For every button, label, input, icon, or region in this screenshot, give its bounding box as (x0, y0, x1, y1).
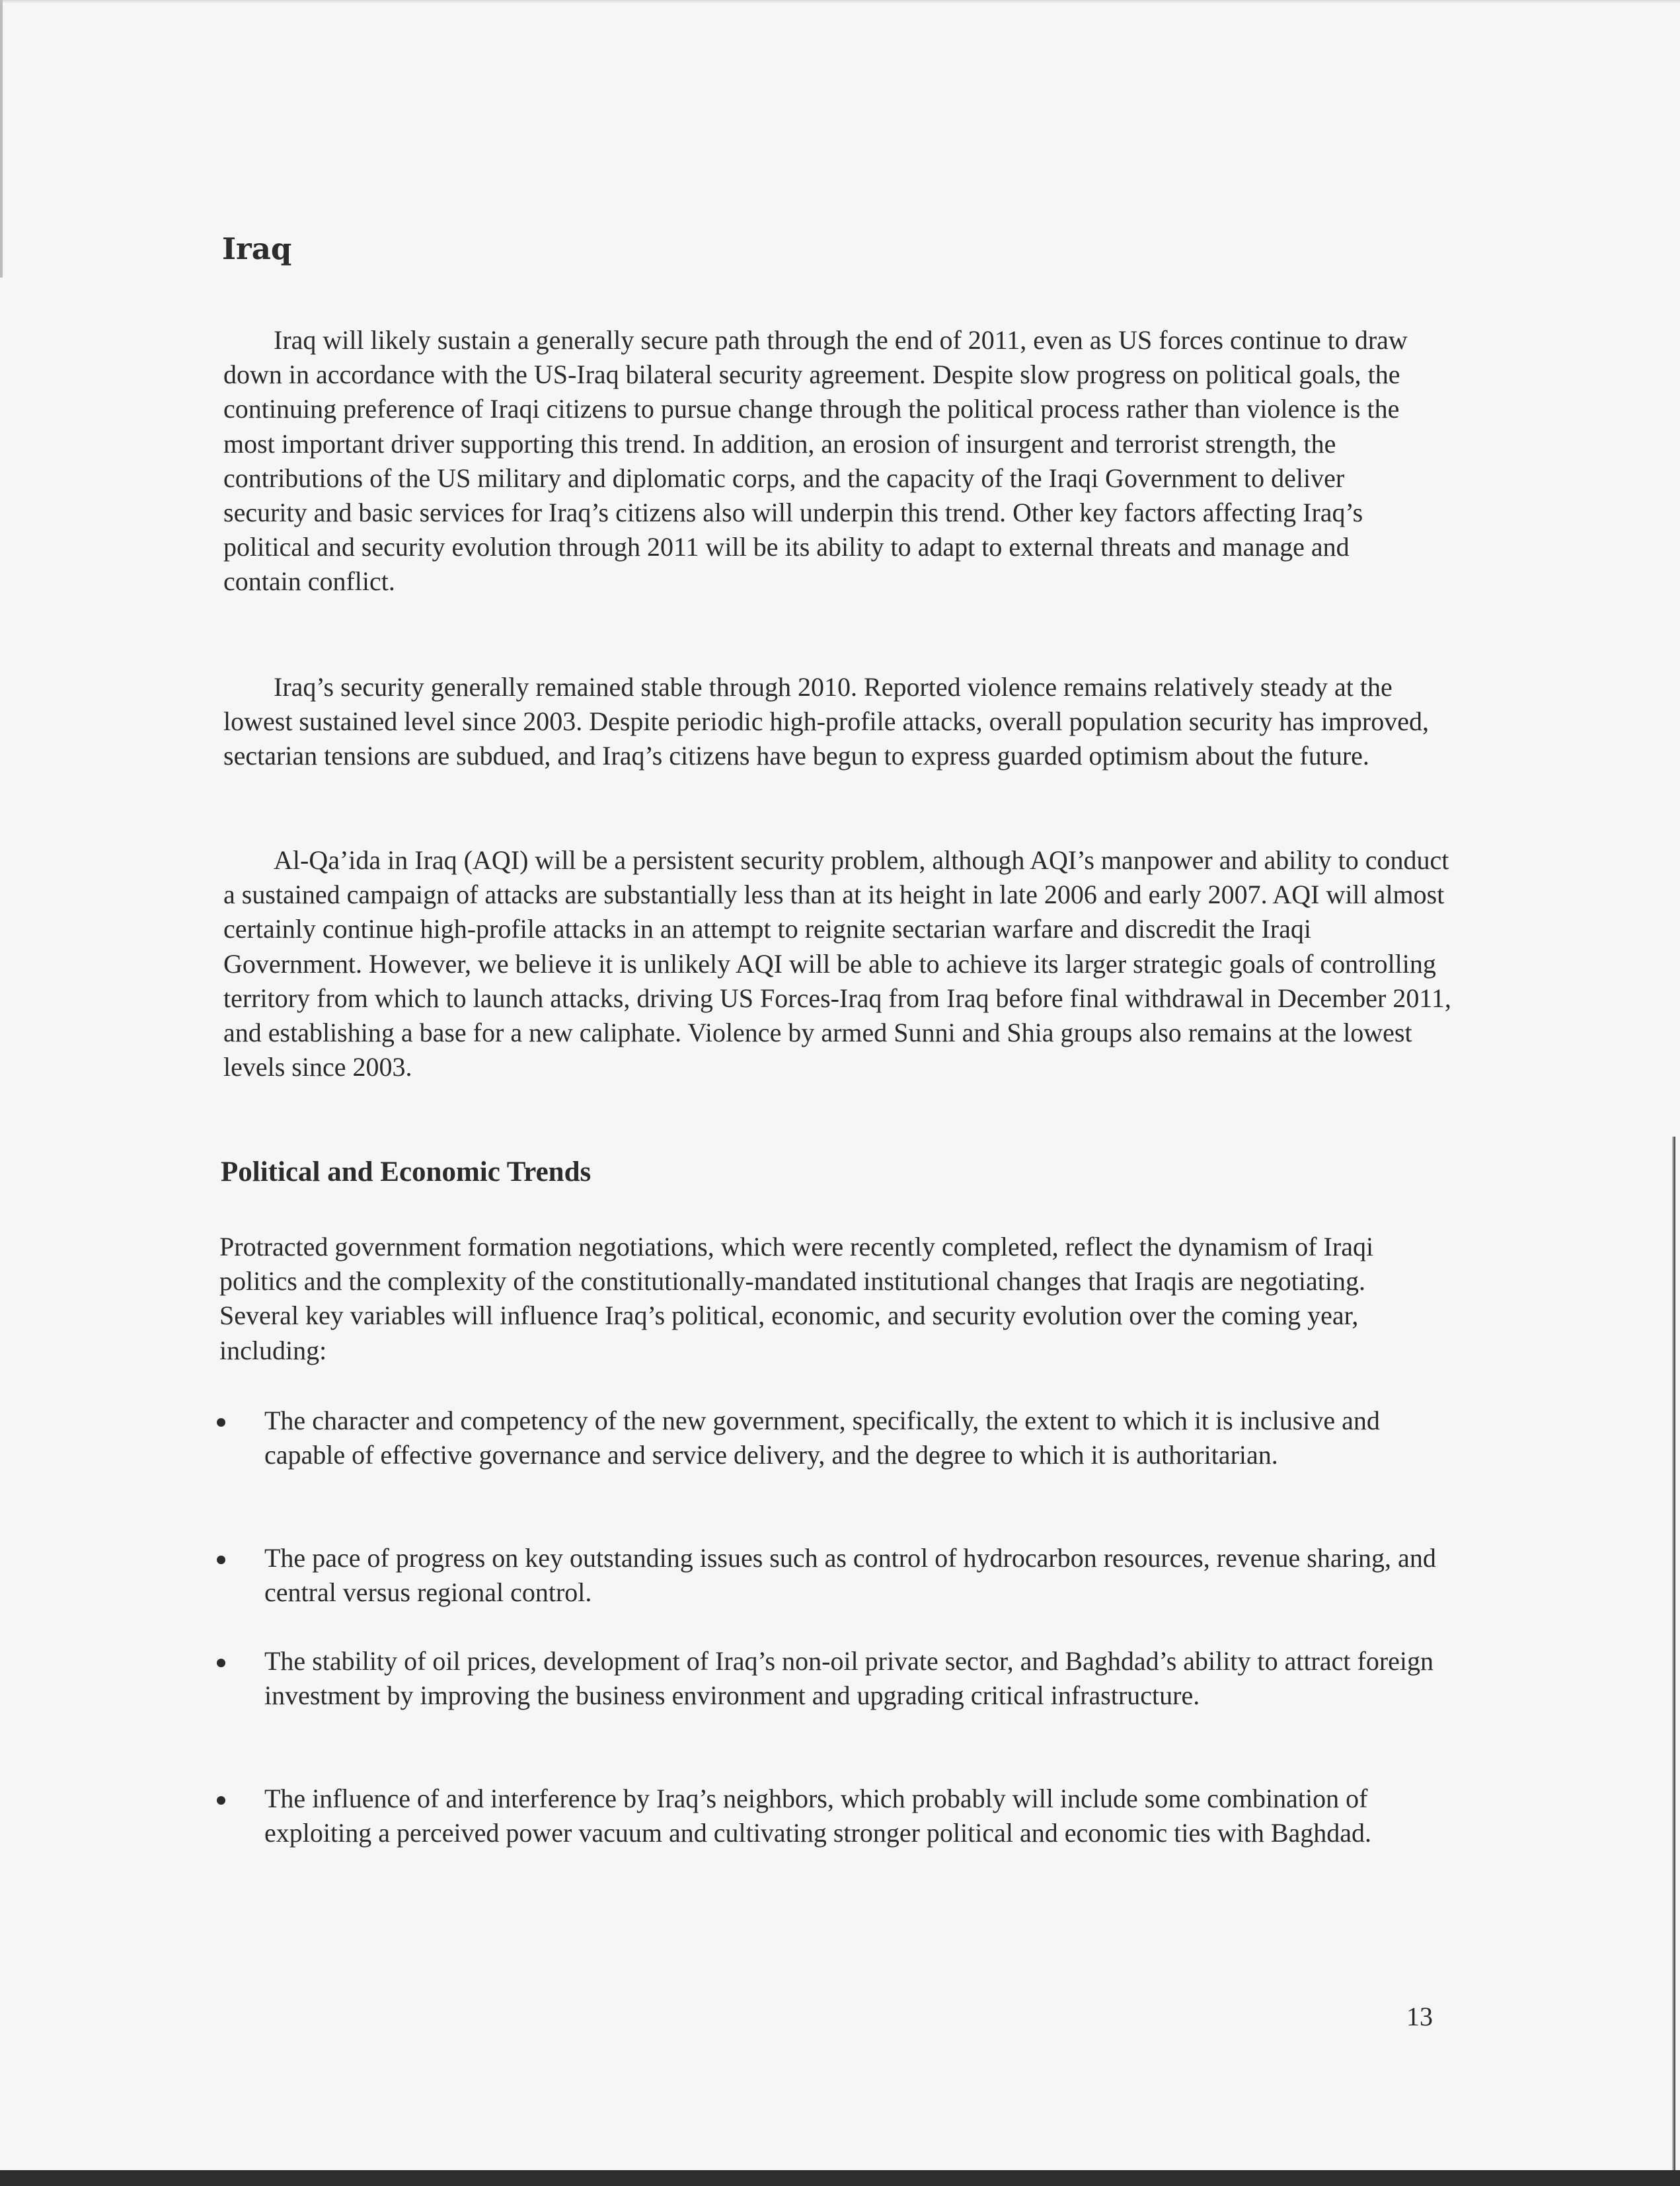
bullet-icon (217, 1796, 225, 1805)
paragraph-aqi: Al-Qa’ida in Iraq (AQI) will be a persistent security problem, although AQI’s manpower and ability to conduct a sustained campaign of attacks are substantially less than at its height in late 2006 and early 2007. AQI will almost certainly continue high-profile attacks in an attempt to reignite sectarian warfare and discredit the Iraqi Government. However, we believe it is unlikely AQI will be able to achieve its larger strategic goals of controlling territory from which to launch attacks, driving US Forces-Iraq from Iraq before final withdrawal in December 2011, and establishing a base for a new caliphate. Violence by armed Sunni and Shia groups also remains at the lowest levels since 2003. (223, 845, 1451, 1082)
list-item (217, 1541, 1446, 1610)
list-item (217, 1404, 1446, 1472)
subsection-title: Political and Economic Trends (221, 1156, 592, 1187)
bullet-icon (217, 1659, 225, 1667)
list-item (217, 1782, 1446, 1850)
bullet-icon (217, 1418, 225, 1427)
list-item-text: The influence of and interference by Iraq’s neighbors, which probably will include some combination of exploiting a perceived power vacuum and cultivating stronger political and economic ties with Baghdad. (264, 1784, 1372, 1848)
page-number: 13 (1406, 2002, 1433, 2031)
list-item-text: The stability of oil prices, development of Iraq’s non-oil private sector, and Baghdad’s ability to attract foreign investment by improving the business environment and upgrading critical infrastructure. (264, 1646, 1434, 1711)
paragraph-outlook: Iraq will likely sustain a generally secure path through the end of 2011, even as US forces continue to draw down in accordance with the US-Iraq bilateral security agreement. Despite slow progress on political goals, the continuing preference of Iraqi citizens to pursue change through the political process rather than violence is the most important driver supporting this trend. In addition, an erosion of insurgent and terrorist strength, the contributions of the US military and diplomatic corps, and the capacity of the Iraqi Government to deliver security and basic services for Iraq’s citizens also will underpin this trend. Other key factors affecting Iraq’s political and security evolution through 2011 will be its ability to adapt to external threats and manage and contain conflict. (223, 325, 1408, 597)
section-title: Iraq (222, 231, 292, 266)
scan-left-edge (0, 0, 3, 278)
scan-bottom-edge (0, 2170, 1680, 2186)
paragraph-political-intro: Protracted government formation negotiations, which were recently completed, reflect the dynamism of Iraqi politics and the complexity of the constitutionally-mandated institutional changes that Iraqis are negotiating. Several key variables will influence Iraq’s political, economic, and security evolution over the coming year, including: (219, 1232, 1374, 1365)
list-item-text: The pace of progress on key outstanding issues such as control of hydrocarbon resources, revenue sharing, and central versus regional control. (264, 1543, 1436, 1608)
scan-right-edge (1672, 1137, 1675, 2186)
list-item (217, 1644, 1446, 1713)
paragraph-security: Iraq’s security generally remained stable through 2010. Reported violence remains relatively steady at the lowest sustained level since 2003. Despite periodic high-profile attacks, overall population security has improved, sectarian tensions are subdued, and Iraq’s citizens have begun to express guarded optimism about the future. (223, 672, 1429, 771)
bullet-icon (217, 1556, 225, 1564)
scan-top-edge (0, 0, 1680, 3)
list-item-text: The character and competency of the new government, specifically, the extent to which it is inclusive and capable of effective governance and service delivery, and the degree to which it is authoritarian. (264, 1406, 1380, 1470)
